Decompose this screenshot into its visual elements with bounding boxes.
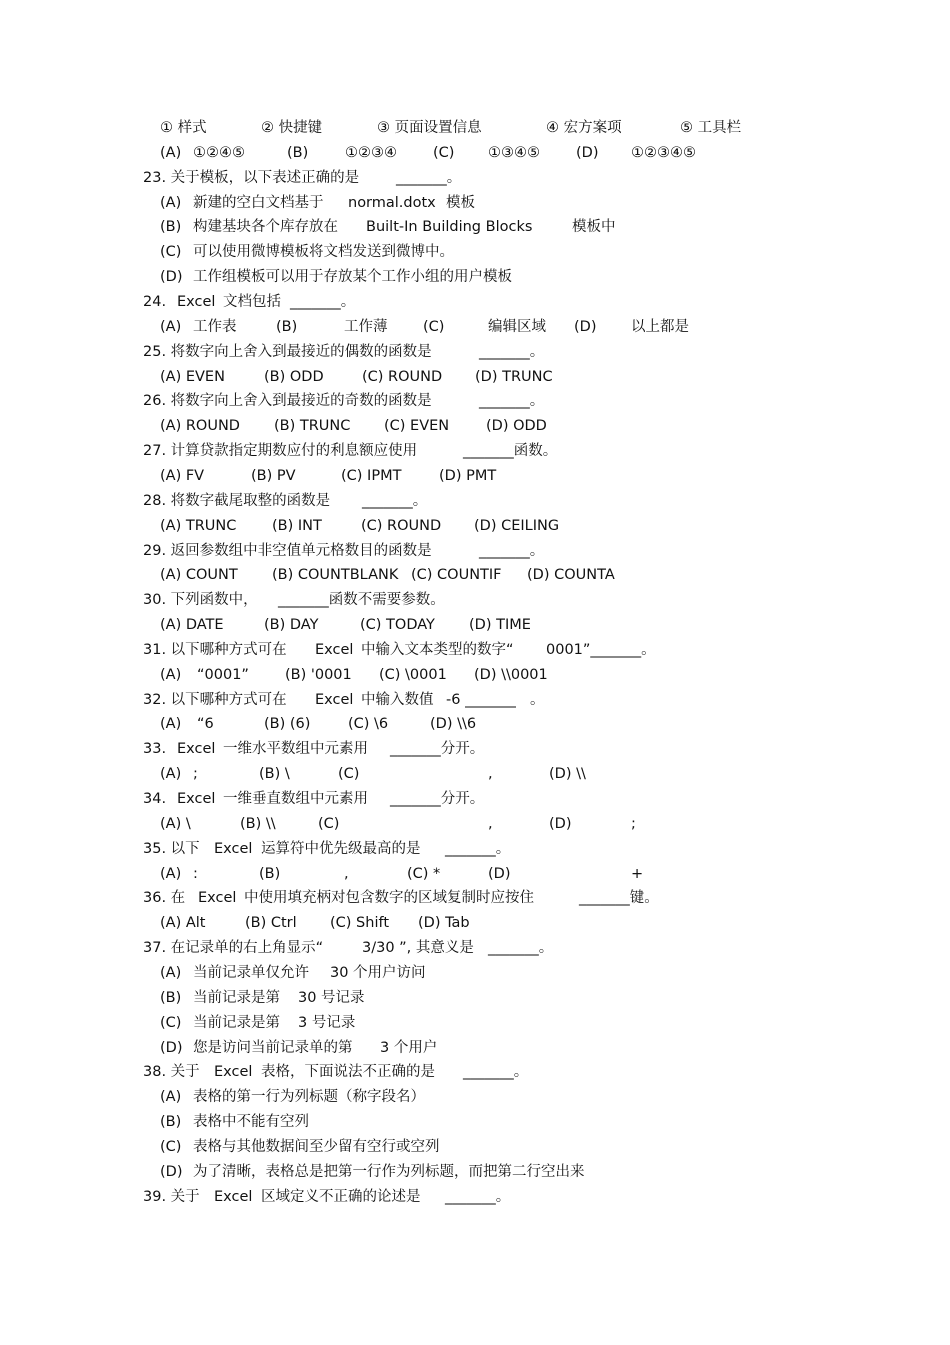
text-segment: ,	[488, 815, 493, 832]
text-segment: (D) TRUNC	[475, 368, 553, 385]
text-segment: 中输入数值	[361, 691, 434, 708]
text-segment: (C) \0001	[379, 666, 447, 683]
q29-line	[0, 541, 950, 561]
text-segment: 当前记录是第	[193, 1014, 280, 1031]
q25-line	[0, 342, 950, 362]
text-segment: _______键。	[579, 890, 659, 907]
text-segment: 一维水平数组中元素用	[223, 741, 368, 758]
text-segment: ,	[344, 865, 349, 882]
text-segment: 区域定义不正确的论述是	[261, 1188, 421, 1205]
text-segment: Excel	[214, 840, 253, 857]
text-segment: (D)	[160, 1039, 183, 1056]
text-segment: (C) ROUND	[361, 517, 442, 534]
text-segment: 26. 将数字向上舍入到最接近的奇数的函数是	[143, 393, 432, 410]
text-segment: _______。	[479, 393, 545, 410]
text-segment: 39. 关于	[143, 1188, 200, 1205]
text-segment: 您是访问当前记录单的第	[193, 1039, 353, 1056]
text-segment: 27. 计算贷款指定期数应付的利息额应使用	[143, 443, 418, 460]
text-segment: :	[193, 865, 198, 882]
text-segment: ①②③④	[345, 144, 397, 161]
q23-a-line	[0, 193, 950, 213]
text-segment: (A) COUNT	[160, 567, 238, 584]
text-segment: (B)	[160, 989, 182, 1006]
text-segment: (D)	[160, 269, 183, 286]
text-segment: 可以使用微博模板将文档发送到微博中。	[193, 244, 454, 261]
text-segment: _______。	[445, 1188, 511, 1205]
text-segment: 0001”_______。	[546, 641, 656, 658]
text-segment: (B) '0001	[285, 666, 352, 683]
q25-options-line	[0, 367, 950, 387]
text-segment: (A)	[160, 144, 182, 161]
text-segment: _______。	[463, 1064, 529, 1081]
text-segment: 工作表	[193, 318, 237, 335]
text-segment: (D) \\6	[430, 716, 477, 733]
q36-line	[0, 888, 950, 908]
text-segment: 3/30 ”, 其意义是	[362, 940, 474, 957]
text-segment: ①③④⑤	[488, 144, 540, 161]
text-segment: _______分开。	[390, 791, 485, 807]
text-segment: (A)	[160, 766, 182, 783]
text-segment: 表格与其他数据间至少留有空行或空列	[193, 1138, 440, 1155]
text-segment: Excel	[315, 691, 354, 708]
text-segment: (A) \	[160, 815, 191, 832]
q26-options-line	[0, 416, 950, 436]
text-segment: (D) COUNTA	[527, 567, 615, 584]
text-segment: +	[631, 865, 644, 882]
text-segment: (D)	[160, 1163, 183, 1180]
q37-a-line	[0, 963, 950, 983]
q34-line	[0, 789, 950, 809]
q30-options-line	[0, 615, 950, 635]
text-segment: (A)	[160, 716, 182, 733]
text-segment: (A)	[160, 666, 182, 683]
text-segment: 模板	[446, 194, 475, 211]
q22-options-line	[0, 143, 950, 163]
text-segment: Built-In Building Blocks	[366, 219, 533, 236]
text-segment: (D) \\	[549, 766, 586, 783]
text-segment: ③ 页面设置信息	[377, 120, 482, 136]
q37-c-line	[0, 1013, 950, 1033]
text-segment: 36. 在	[143, 890, 186, 907]
text-segment: (D)	[574, 318, 597, 335]
q23-c-line	[0, 242, 950, 262]
text-segment: (B) ODD	[264, 368, 324, 385]
q38-line	[0, 1062, 950, 1082]
text-segment: 33.	[143, 741, 167, 758]
text-segment: (C)	[338, 766, 360, 783]
text-segment: ;	[631, 815, 636, 832]
text-segment: 25. 将数字向上舍入到最接近的偶数的函数是	[143, 343, 432, 360]
text-segment: 为了清晰，表格总是把第一行作为列标题，而把第二行空出来	[193, 1163, 585, 1180]
text-segment: (B) PV	[251, 467, 296, 484]
text-segment: 工作薄	[344, 318, 388, 335]
text-segment: (D)	[488, 865, 511, 882]
q34-options-line	[0, 814, 950, 834]
text-segment: (B)	[160, 219, 182, 236]
text-segment: normal.dotx	[348, 194, 436, 211]
q23-b-line	[0, 217, 950, 237]
text-segment: (C)	[160, 1014, 182, 1031]
text-segment: Excel	[214, 1188, 253, 1205]
text-segment: 表格的第一行为列标题（称字段名）	[193, 1089, 425, 1106]
q22-items-line	[0, 118, 950, 138]
text-segment: (C)	[160, 244, 182, 261]
text-segment: ,	[488, 766, 493, 783]
q33-line	[0, 739, 950, 759]
text-segment: 运算符中优先级最高的是	[261, 840, 421, 857]
text-segment: (A)	[160, 865, 182, 882]
text-segment: Excel	[177, 294, 216, 310]
text-segment: (C) EVEN	[384, 418, 450, 435]
text-segment: 30 个用户访问	[330, 964, 426, 981]
text-segment: _______。	[290, 294, 356, 310]
q30-line	[0, 590, 950, 610]
text-segment: (B) INT	[272, 517, 322, 534]
q24-options-line	[0, 317, 950, 337]
q32-options-line	[0, 714, 950, 734]
q29-options-line	[0, 565, 950, 585]
text-segment: (D) TIME	[469, 617, 531, 633]
text-segment: _______。	[445, 840, 511, 857]
text-segment: (C) Shift	[330, 915, 390, 932]
text-segment: ④ 宏方案项	[546, 120, 622, 136]
text-segment: _______函数不需要参数。	[278, 592, 445, 609]
q31-options-line	[0, 665, 950, 685]
q31-line	[0, 640, 950, 660]
text-segment: 28. 将数字截尾取整的函数是	[143, 492, 331, 509]
text-segment: -6 _______	[446, 691, 516, 708]
text-segment: 模板中	[572, 219, 616, 236]
text-segment: (A) ROUND	[160, 418, 240, 435]
text-segment: (A)	[160, 318, 182, 335]
text-segment: 一维垂直数组中元素用	[223, 791, 368, 807]
text-segment: 以上都是	[631, 318, 689, 335]
text-segment: (C) ROUND	[362, 368, 443, 385]
text-segment: (A) TRUNC	[160, 517, 237, 534]
text-segment: 32. 以下哪种方式可在	[143, 691, 287, 708]
text-segment: (B) \	[259, 766, 290, 783]
text-segment: 中输入文本类型的数字“	[361, 641, 514, 658]
text-segment: ①②④⑤	[193, 144, 245, 161]
text-segment: 31. 以下哪种方式可在	[143, 641, 287, 658]
text-segment: (A) EVEN	[160, 368, 225, 385]
text-segment: 中使用填充柄对包含数字的区域复制时应按住	[244, 890, 534, 907]
text-segment: (D)	[549, 815, 572, 832]
text-segment: ② 快捷键	[261, 120, 323, 136]
text-segment: 23. 关于模板，以下表述正确的是	[143, 169, 360, 186]
text-segment: (A) DATE	[160, 617, 224, 633]
text-segment: (B) COUNTBLANK	[272, 567, 399, 584]
text-segment: 编辑区域	[488, 318, 546, 335]
text-segment: _______分开。	[390, 741, 485, 758]
q24-line	[0, 292, 950, 312]
text-segment: (C) IPMT	[341, 467, 402, 484]
text-segment: 3 个用户	[380, 1039, 438, 1056]
text-segment: 35. 以下	[143, 840, 200, 857]
q38-d-line	[0, 1162, 950, 1182]
q27-options-line	[0, 466, 950, 486]
text-segment: (C) \6	[348, 716, 389, 733]
q32-line	[0, 690, 950, 710]
text-segment: 当前记录单仅允许	[193, 964, 309, 981]
text-segment: Excel	[177, 791, 216, 807]
text-segment: (B)	[160, 1114, 182, 1130]
text-segment: 工作组模板可以用于存放某个工作小组的用户模板	[193, 269, 512, 286]
text-segment: _______。	[488, 940, 554, 957]
text-segment: (D) Tab	[418, 915, 470, 932]
text-segment: _______。	[479, 343, 545, 360]
q37-b-line	[0, 988, 950, 1008]
text-segment: ① 样式	[160, 120, 207, 136]
text-segment: (D) PMT	[439, 467, 497, 484]
text-segment: 文档包括	[223, 294, 281, 310]
text-segment: (C) COUNTIF	[411, 567, 502, 584]
text-segment: 30. 下列函数中，	[143, 592, 258, 609]
text-segment: 37. 在记录单的右上角显示“	[143, 940, 324, 957]
text-segment: (B) TRUNC	[274, 418, 351, 435]
q28-options-line	[0, 516, 950, 536]
q38-b-line	[0, 1112, 950, 1132]
text-segment: 3 号记录	[298, 1014, 356, 1031]
q38-c-line	[0, 1137, 950, 1157]
text-segment: (B) DAY	[264, 617, 319, 633]
text-segment: (A)	[160, 1089, 182, 1106]
q36-options-line	[0, 913, 950, 933]
q37-d-line	[0, 1038, 950, 1058]
text-segment: 24.	[143, 294, 167, 310]
text-segment: (D)	[576, 144, 599, 161]
text-segment: (A)	[160, 194, 182, 211]
text-segment: (C)	[318, 815, 340, 832]
q37-line	[0, 938, 950, 958]
text-segment: Excel	[198, 890, 237, 907]
text-segment: _______函数。	[463, 443, 558, 460]
text-segment: 构建基块各个库存放在	[193, 219, 338, 236]
text-segment: Excel	[177, 741, 216, 758]
q35-line	[0, 839, 950, 859]
text-segment: 表格中不能有空列	[193, 1114, 309, 1130]
text-segment: (B)	[259, 865, 281, 882]
text-segment: ①②③④⑤	[631, 144, 696, 161]
text-segment: (D) ODD	[486, 418, 547, 435]
text-segment: (C) *	[407, 865, 441, 882]
text-segment: “0001”	[197, 666, 249, 683]
text-segment: _______。	[362, 492, 428, 509]
q33-options-line	[0, 764, 950, 784]
text-segment: 30 号记录	[298, 989, 365, 1006]
text-segment: (B)	[276, 318, 298, 335]
text-segment: 表格，下面说法不正确的是	[261, 1064, 435, 1081]
text-segment: (A) FV	[160, 467, 205, 484]
text-segment: 34.	[143, 791, 167, 807]
text-segment: (A) Alt	[160, 915, 206, 932]
text-segment: _______。	[396, 169, 462, 186]
text-segment: Excel	[214, 1064, 253, 1081]
q23-line	[0, 168, 950, 188]
q38-a-line	[0, 1087, 950, 1107]
text-segment: (A)	[160, 964, 182, 981]
text-segment: (D) CEILING	[474, 517, 560, 534]
text-segment: ⑤ 工具栏	[680, 120, 742, 136]
text-segment: _______。	[479, 542, 545, 559]
q28-line	[0, 491, 950, 511]
q23-d-line	[0, 267, 950, 287]
text-segment: ;	[193, 766, 198, 783]
q26-line	[0, 391, 950, 411]
text-segment: (B) Ctrl	[245, 915, 297, 932]
q27-line	[0, 441, 950, 461]
text-segment: (C)	[433, 144, 455, 161]
text-segment: (C)	[423, 318, 445, 335]
text-segment: 。	[530, 691, 545, 708]
text-segment: 29. 返回参数组中非空值单元格数目的函数是	[143, 542, 432, 559]
text-segment: 当前记录是第	[193, 989, 280, 1006]
text-segment: (C)	[160, 1138, 182, 1155]
q35-options-line	[0, 864, 950, 884]
text-segment: Excel	[315, 641, 354, 658]
text-segment: (C) TODAY	[360, 617, 435, 633]
text-segment: (D) \\0001	[474, 666, 548, 683]
text-segment: (B) \\	[240, 815, 276, 832]
text-segment: 新建的空白文档基于	[193, 194, 324, 211]
text-segment: (B)	[287, 144, 309, 161]
text-segment: (B) (6)	[264, 716, 311, 733]
q39-line	[0, 1187, 950, 1207]
text-segment: “6	[197, 716, 214, 733]
text-segment: 38. 关于	[143, 1064, 200, 1081]
